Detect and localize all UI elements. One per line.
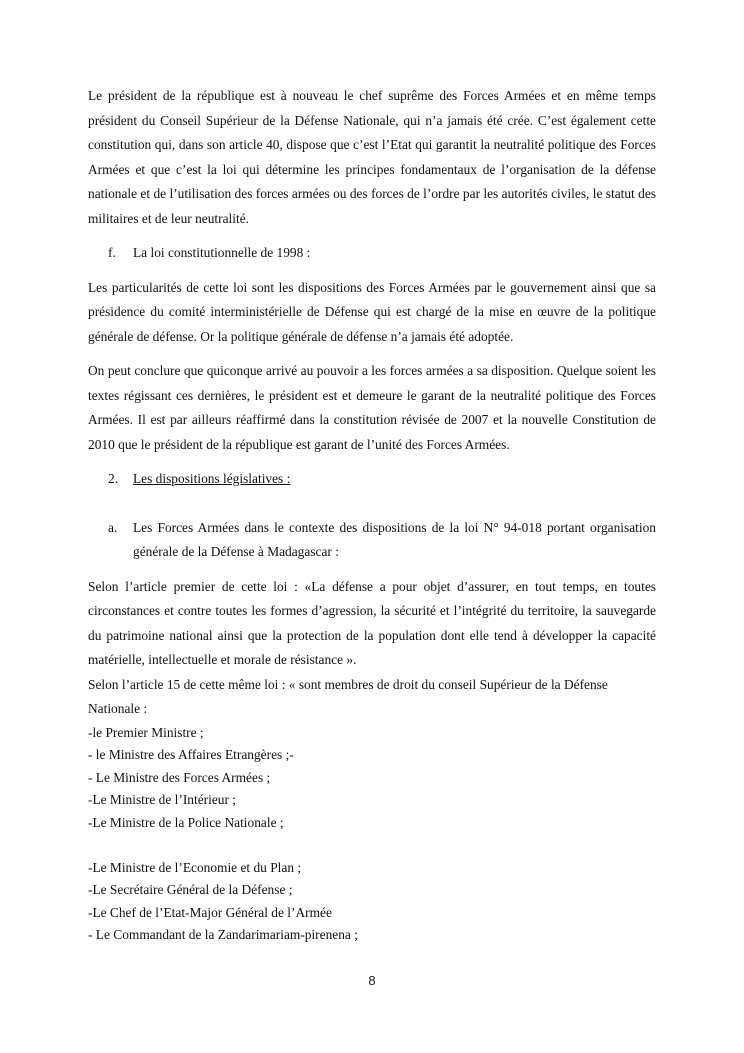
heading-text: Les Forces Armées dans le contexte des dispositions de la loi N° 94-018 portant organisation générale de la Défense à Madagascar : bbox=[133, 519, 656, 559]
heading-legislative-provisions bbox=[88, 467, 656, 492]
heading-constitutional-law-1998 bbox=[88, 241, 656, 266]
page-number: 8 bbox=[368, 973, 376, 988]
document-page bbox=[88, 84, 656, 947]
list-item: -Le Secrétaire Général de la Défense ; bbox=[88, 882, 293, 897]
spacer bbox=[88, 834, 656, 857]
members-list-1 bbox=[88, 722, 656, 835]
list-item: - Le Commandant de la Zandarimariam-pirenena ; bbox=[88, 927, 358, 942]
heading-text: La loi constitutionnelle de 1998 : bbox=[133, 245, 311, 260]
members-list-2 bbox=[88, 857, 656, 947]
paragraph-conclusion: On peut conclure que quiconque arrivé au pouvoir a les forces armées a sa disposition. Quelque soient les textes régissant ces dernières, le président est et demeure le garant de la neutralité politique des Forces Armées. Il est par ailleurs réaffirmé dans la constitution révisée de 2007 et la nouvelle Constitution de 2010 que le président de la république est garant de l’unité des Forces Armées. bbox=[88, 363, 656, 452]
paragraph-law-particularities: Les particularités de cette loi sont les dispositions des Forces Armées par le gouvernement ainsi que sa présidence du comité interministérielle de Défense qui est chargé de la mise en œuvre de la politique générale de défense. Or la politique générale de défense n’a jamais été adoptée. bbox=[88, 279, 656, 344]
list-item: -Le Ministre de la Police Nationale ; bbox=[88, 814, 284, 830]
list-item: -Le Ministre de l’Intérieur ; bbox=[88, 792, 236, 807]
spacer bbox=[88, 502, 656, 516]
list-item: - Le Ministre des Forces Armées ; bbox=[88, 769, 271, 785]
heading-text: Les dispositions législatives : bbox=[133, 471, 291, 486]
paragraph-article-1: Selon l’article premier de cette loi : «La défense a pour objet d’assurer, en tout temps, en toutes circonstances et contre toutes les formes d’agression, la sécurité et l’intégrité du territoire, la sauvegarde du patrimoine national ainsi que la protection de la population dont elle tend à développer la capacité matérielle, intellectuelle et morale de résistance ». bbox=[88, 578, 656, 667]
list-item: -Le Chef de l’Etat-Major Général de l’Armée bbox=[88, 904, 332, 920]
list-item: - le Ministre des Affaires Etrangères ;- bbox=[88, 747, 294, 762]
paragraph-president-role: Le président de la république est à nouveau le chef suprême des Forces Armées et en même temps président du Conseil Supérieur de la Défense Nationale, qui n’a jamais été crée. C’est également cette constitution qui, dans son article 40, dispose que c’est l’Etat qui garantit la neutralité politique des Forces Armées et que c’est la loi qui détermine les principes fondamentaux de l’organisation de la défense nationale et de l’utilisation des forces armées ou des forces de l’ordre par les autorités civiles, le statut des militaires et de leur neutralité. bbox=[88, 88, 656, 226]
paragraph-article-15: Selon l’article 15 de cette même loi : « sont membres de droit du conseil Supérieur de la Défense Nationale : bbox=[88, 676, 608, 716]
list-marker: a. bbox=[108, 519, 118, 535]
list-item: -Le Ministre de l’Economie et du Plan ; bbox=[88, 859, 302, 875]
list-item: -le Premier Ministre ; bbox=[88, 724, 204, 740]
heading-law-94-018 bbox=[88, 516, 656, 565]
list-marker: f. bbox=[108, 245, 116, 260]
list-marker: 2. bbox=[108, 471, 119, 486]
